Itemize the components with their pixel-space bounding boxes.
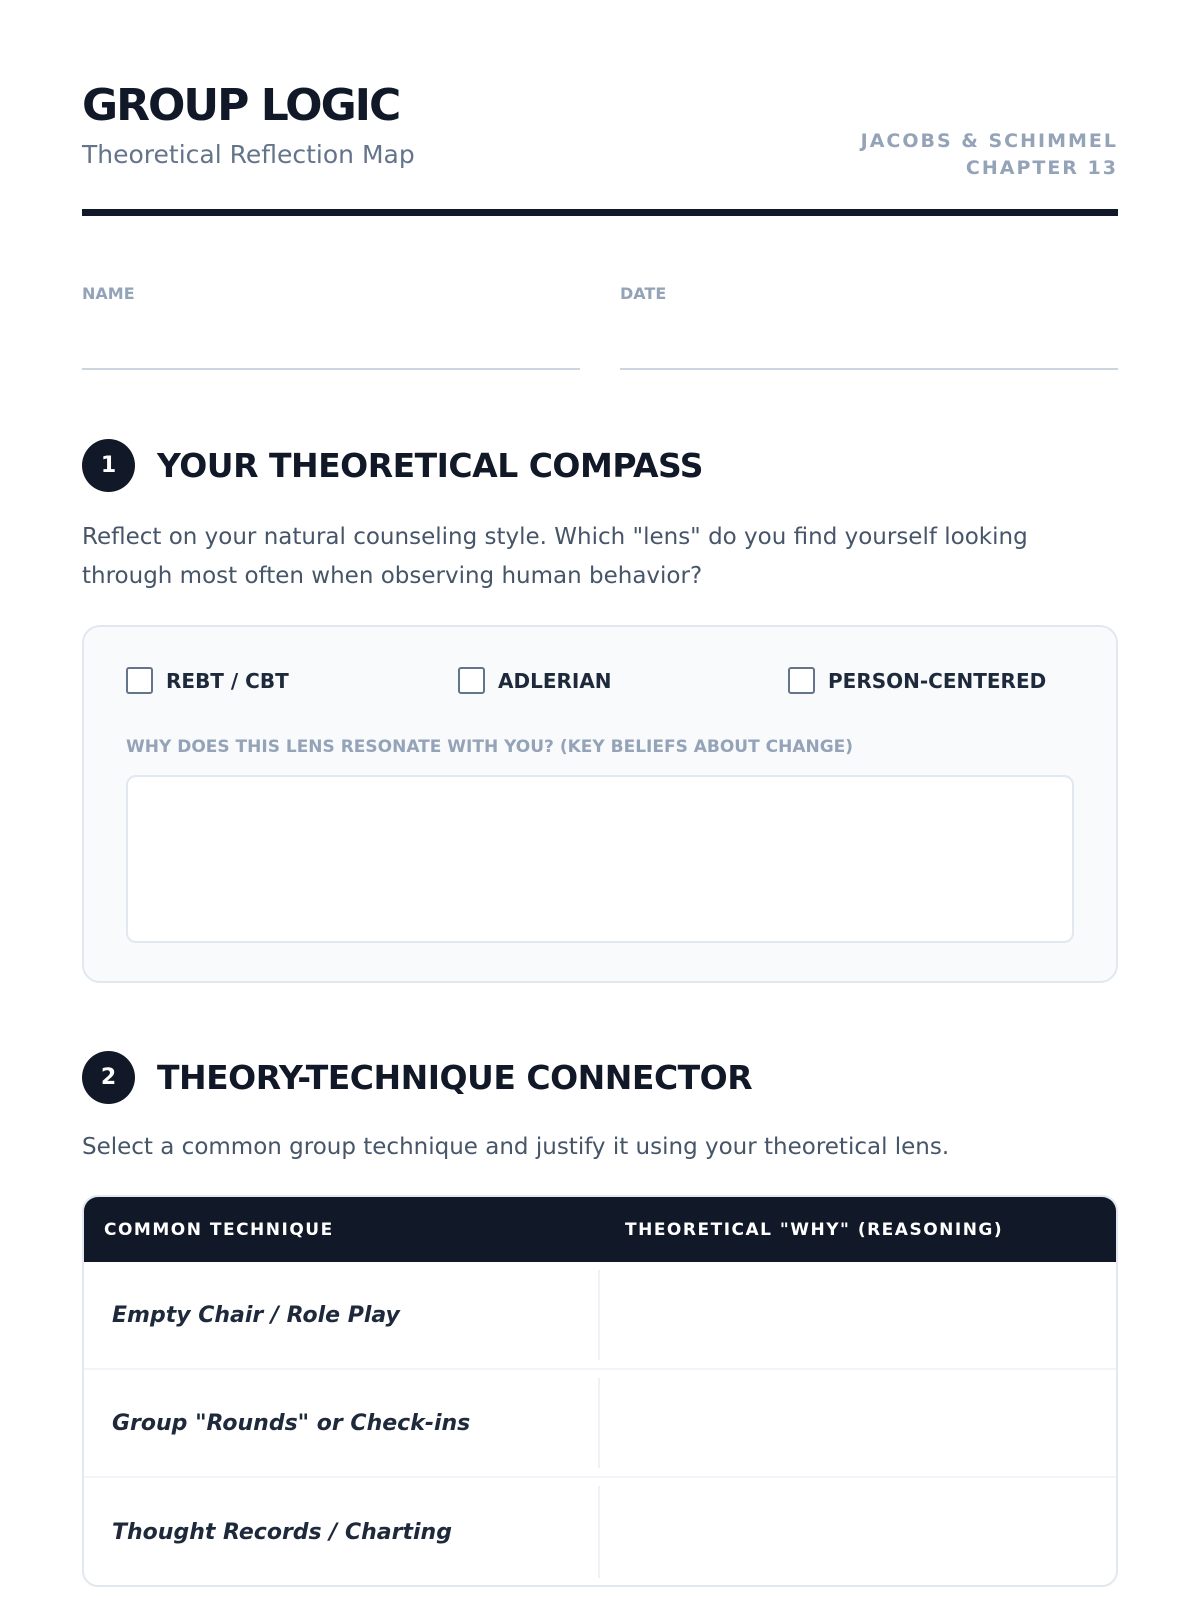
checkbox[interactable]	[458, 667, 485, 694]
meta-chapter: CHAPTER 13	[965, 157, 1118, 179]
reflection-answer-box[interactable]	[126, 775, 1074, 943]
source-meta	[861, 128, 1118, 182]
section-2-badge: 2	[82, 1051, 135, 1104]
section-2-description: Select a common group technique and justify it using your theoretical lens.	[82, 1134, 950, 1160]
date-label: DATE	[620, 284, 667, 303]
section-2-heading	[82, 1051, 752, 1104]
reasoning-cell[interactable]	[600, 1478, 1116, 1586]
info-fields	[82, 284, 1118, 374]
technique-cell	[84, 1486, 600, 1578]
technique-table	[82, 1195, 1118, 1587]
technique-cell	[84, 1378, 600, 1468]
reasoning-cell[interactable]	[600, 1262, 1116, 1368]
option-rebt-cbt[interactable]	[126, 667, 289, 694]
reflection-prompt: WHY DOES THIS LENS RESONATE WITH YOU? (KEY BELIEFS ABOUT CHANGE)	[126, 737, 854, 757]
table-row	[84, 1370, 1116, 1478]
option-person-centered[interactable]	[788, 667, 1046, 694]
option-adlerian[interactable]	[458, 667, 612, 694]
technique-name: Group "Rounds" or Check-ins	[112, 1410, 471, 1436]
technique-name: Thought Records / Charting	[112, 1519, 452, 1545]
page-subtitle: Theoretical Reflection Map	[82, 140, 415, 169]
table-header	[84, 1197, 1116, 1262]
table-row	[84, 1478, 1116, 1586]
option-label: ADLERIAN	[498, 668, 612, 693]
meta-authors: JACOBS & SCHIMMEL	[860, 130, 1118, 152]
table-row	[84, 1262, 1116, 1370]
option-label: REBT / CBT	[166, 668, 289, 693]
lens-card	[82, 625, 1118, 983]
section-1-heading	[82, 439, 703, 492]
checkbox[interactable]	[788, 667, 815, 694]
name-label: NAME	[82, 284, 135, 303]
section-1-title: YOUR THEORETICAL COMPASS	[157, 446, 704, 485]
technique-cell	[84, 1270, 600, 1360]
reasoning-cell[interactable]	[600, 1370, 1116, 1476]
lens-options	[126, 667, 1066, 697]
technique-name: Empty Chair / Role Play	[112, 1302, 400, 1328]
header	[82, 80, 1118, 216]
column-header-technique: COMMON TECHNIQUE	[104, 1219, 334, 1240]
section-2-title: THEORY-TECHNIQUE CONNECTOR	[157, 1058, 753, 1097]
checkbox[interactable]	[126, 667, 153, 694]
name-field[interactable]	[82, 284, 580, 370]
section-1-badge: 1	[82, 439, 135, 492]
date-field[interactable]	[620, 284, 1118, 370]
section-1-description: Reflect on your natural counseling style. Which "lens" do you find yourself looking through most often when observing human behavior?	[82, 524, 1028, 589]
column-header-reasoning: THEORETICAL "WHY" (REASONING)	[625, 1219, 1004, 1240]
option-label: PERSON-CENTERED	[828, 668, 1047, 693]
page-title: GROUP LOGIC	[82, 80, 400, 131]
